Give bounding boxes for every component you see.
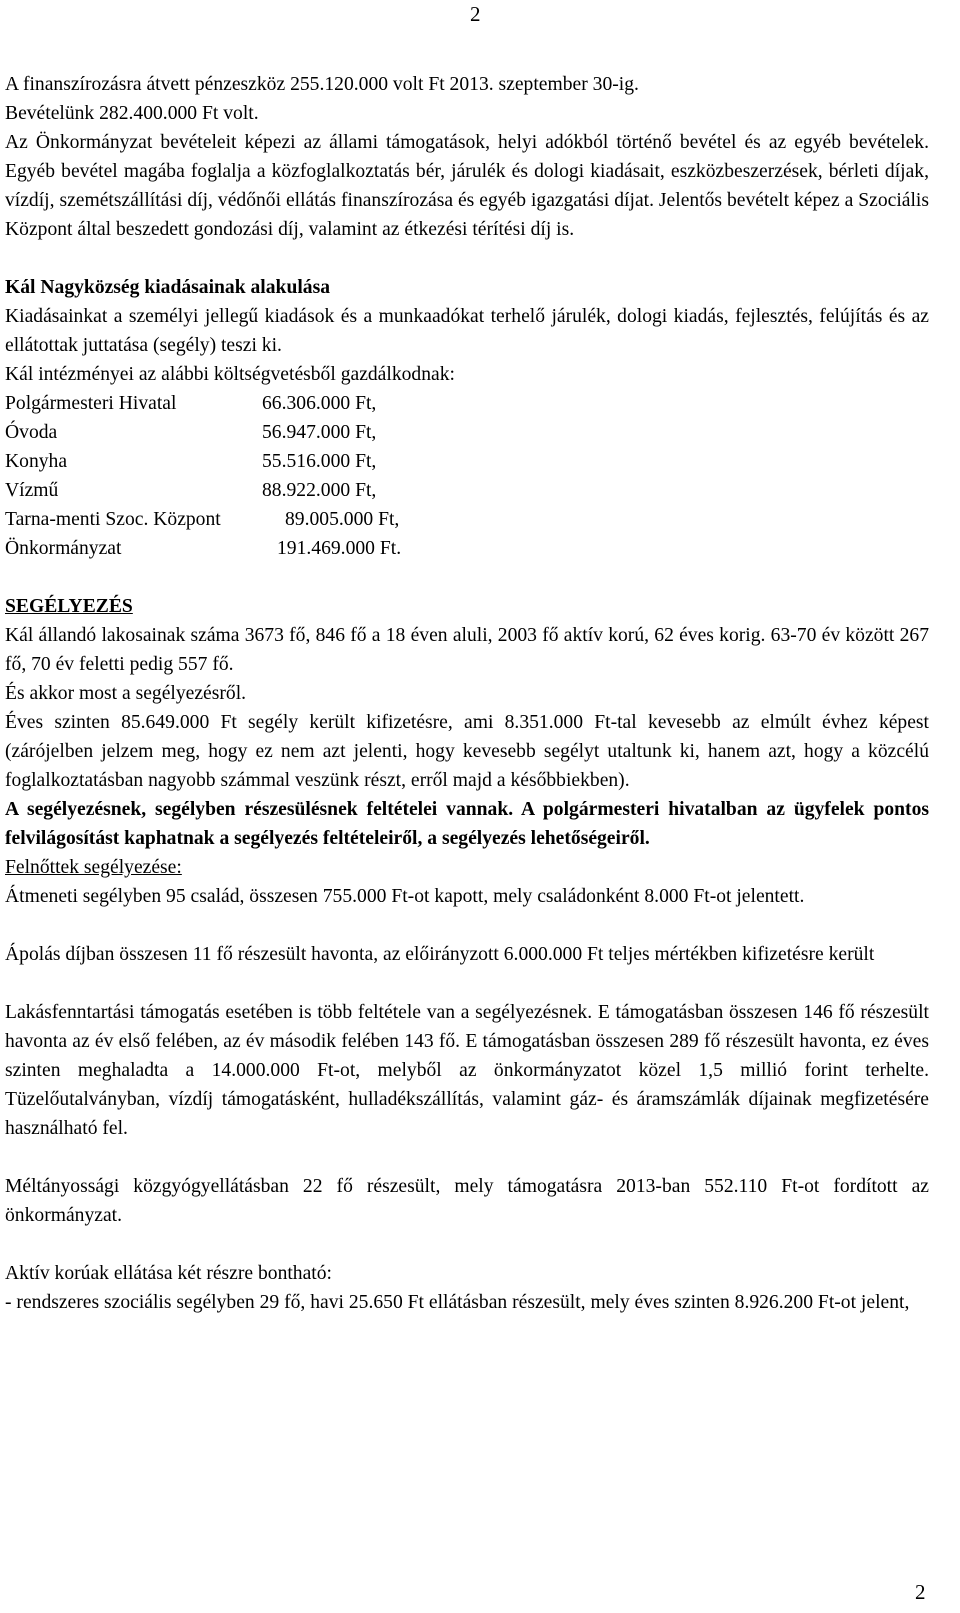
document-body (5, 70, 929, 1317)
budget-row (5, 476, 929, 505)
budget-value: 88.922.000 Ft, (262, 480, 377, 501)
population-paragraph: Kál állandó lakosainak száma 3673 fő, 846 fő a 18 éven aluli, 2003 fő aktív korú, 62 éves korig. 63-70 év között 267 fő, 70 év feletti pedig 557 fő. (5, 625, 929, 675)
active-age-item: - rendszeres szociális segélyben 29 fő, havi 25.650 Ft ellátásban részesült, mely éves szinten 8.926.200 Ft-ot jelent, (5, 1292, 910, 1313)
aid-heading: SEGÉLYEZÉS (5, 596, 133, 617)
budget-value: 55.516.000 Ft, (262, 451, 377, 472)
budget-value: 56.947.000 Ft, (262, 422, 377, 443)
expenses-paragraph: Kiadásainkat a személyi jellegű kiadások és a munkaadókat terhelő járulék, dologi kiadás, fejlesztés, felújítás és az ellátottak juttatása (segély) teszi ki. (5, 306, 929, 356)
adult-aid-heading: Felnőttek segélyezése: (5, 857, 182, 878)
budget-name: Tarna-menti Szoc. Központ (5, 509, 221, 530)
yearly-aid-paragraph: Éves szinten 85.649.000 Ft segély került kifizetésre, ami 8.351.000 Ft-tal kevesebb az elmúlt évhez képest (zárójelben jelzem meg, hogy ez nem azt jelenti, hogy kevesebb segélyt utaltunk ki, hanem azt, hogy a közcélú foglalkoztatásban nagyobb számmal veszünk részt, erről majd a későbbiekben). (5, 712, 929, 791)
budget-name: Önkormányzat (5, 538, 122, 559)
housing-support-paragraph: Lakásfenntartási támogatás esetében is több feltétele van a segélyezésnek. E támogatásban összesen 146 fő részesült havonta az év első felében, az év második felében 143 fő. E támogatásban összesen 289 fő részesült havonta, ez éves szinten meghaladta a 14.000.000 Ft-ot, melyből az önkormányzatot közel 1,5 millió forint terhelte. Tüzelőutalványban, vízdíj támogatásként, hulladékszállítás, valamint gáz- és áramszámlák díjainak megfizetésére használható fel. (5, 1002, 929, 1139)
budget-row (5, 534, 929, 563)
aid-transition: És akkor most a segélyezésről. (5, 683, 247, 704)
budget-name: Konyha (5, 451, 68, 472)
budget-row (5, 389, 929, 418)
budget-row (5, 505, 929, 534)
spacer (5, 911, 929, 940)
spacer (5, 1230, 929, 1259)
budget-value: 66.306.000 Ft, (262, 393, 377, 414)
equity-healthcare-paragraph: Méltányossági közgyógyellátásban 22 fő részesült, mely támogatásra 2013-ban 552.110 Ft-ot fordított az önkormányzat. (5, 1176, 929, 1226)
temporary-aid-paragraph: Átmeneti segélyben 95 család, összesen 755.000 Ft-ot kapott, mely családonként 8.000 Ft-ot jelentett. (5, 886, 805, 907)
budget-name: Óvoda (5, 422, 58, 443)
aid-conditions-notice: A segélyezésnek, segélyben részesülésnek feltételei vannak. A polgármesteri hivatalban az ügyfelek pontos felvilágosítást kaphatnak a segélyezés feltételeiről, a segélyezés lehetőségeiről. (5, 799, 929, 849)
care-fee-paragraph: Ápolás díjban összesen 11 fő részesült havonta, az előirányzott 6.000.000 Ft teljes mértékben kifizetésre került (5, 944, 875, 965)
spacer (5, 563, 929, 592)
budget-value: 191.469.000 Ft. (277, 538, 402, 559)
budget-list (5, 389, 929, 563)
page-number-top: 2 (470, 2, 481, 26)
budget-name: Polgármesteri Hivatal (5, 393, 177, 414)
spacer (5, 1143, 929, 1172)
budget-value: 89.005.000 Ft, (285, 509, 400, 530)
budget-intro: Kál intézményei az alábbi költségvetésből gazdálkodnak: (5, 364, 455, 385)
page-number-bottom: 2 (915, 1580, 926, 1604)
budget-row (5, 418, 929, 447)
budget-row (5, 447, 929, 476)
spacer (5, 969, 929, 998)
budget-name: Vízmű (5, 480, 59, 501)
revenue-paragraph: Az Önkormányzat bevételeit képezi az állami támogatások, helyi adókból történő bevétel és az egyéb bevételek. Egyéb bevétel magába foglalja a közfoglalkoztatás bér, járulék és dologi kiadásait, eszközbeszerzések, bérleti díjak, vízdíj, szemétszállítási díj, védőnői ellátás finanszírozása és egyéb igazgatási díjat. Jelentős bevételt képez a Szociális Központ által beszedett gondozási díj, valamint az étkezési térítési díj is. (5, 132, 929, 240)
expenses-heading: Kál Nagyközség kiadásainak alakulása (5, 277, 331, 298)
active-age-intro: Aktív korúak ellátása két részre bontható: (5, 1263, 332, 1284)
intro-line-1: A finanszírozásra átvett pénzeszköz 255.120.000 volt Ft 2013. szeptember 30-ig. (5, 74, 639, 95)
intro-line-2: Bevételünk 282.400.000 Ft volt. (5, 103, 259, 124)
spacer (5, 244, 929, 273)
